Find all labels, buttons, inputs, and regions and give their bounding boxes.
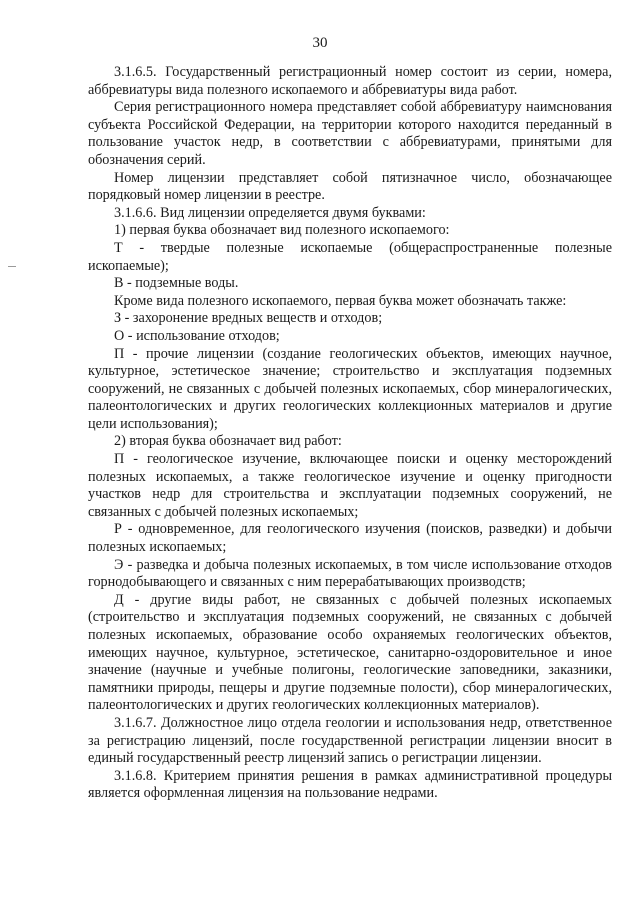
document-body xyxy=(88,64,612,803)
paragraph-first-letter-heading: 1) первая буква обозначает вид полезного ископаемого: xyxy=(114,222,450,239)
paragraph-3-1-6-7: 3.1.6.7. Должностное лицо отдела геологии и использования недр, ответственное за регистрацию лицензий, после государственной регистрации лицензии вносит в единый государственный реестр лицензий запись о регистрации лицензии. xyxy=(88,714,612,767)
list-item-letter-p-other: П - прочие лицензии (создание геологических объектов, имеющих научное, культурное, эстетическое значение; строительство и эксплуатация подземных сооружений, не связанных с добычей полезных ископаемых, сбор минералогических, палеонтологических и других геологических коллекционных материалов и другие цели использования); xyxy=(88,345,612,432)
list-item-work-e: Э - разведка и добыча полезных ископаемых, в том числе использование отходов горнодобывающего и связанных с ним перерабатывающих производств; xyxy=(88,556,612,591)
list-item-work-r: Р - одновременное, для геологического изучения (поисков, разведки) и добычи полезных ископаемых; xyxy=(88,521,612,556)
paragraph-3-1-6-8: 3.1.6.8. Критерием принятия решения в рамках административной процедуры является оформленная лицензия на пользование недрами. xyxy=(88,767,612,802)
paragraph-3-1-6-6: 3.1.6.6. Вид лицензии определяется двумя буквами: xyxy=(114,204,426,221)
list-item-letter-z: З - захоронение вредных веществ и отходов; xyxy=(114,310,383,327)
list-item-letter-v: В - подземные воды. xyxy=(114,275,239,292)
paragraph-3-1-6-5: 3.1.6.5. Государственный регистрационный номер состоит из серии, номера, аббревиатуры вида полезного ископаемого и аббревиатуры вида работ. xyxy=(88,64,612,98)
paragraph-second-letter-heading: 2) вторая буква обозначает вид работ: xyxy=(114,433,342,450)
scan-artifact-mark xyxy=(8,266,16,267)
paragraph-license-number-description: Номер лицензии представляет собой пятизначное число, обозначающее порядковый номер лицензии в реестре. xyxy=(88,169,612,204)
list-item-letter-o: О - использование отходов; xyxy=(114,327,280,344)
list-item-letter-t: Т - твердые полезные ископаемые (общераспространенные полезные ископаемые); xyxy=(88,239,612,274)
paragraph-series-description: Серия регистрационного номера представляет собой аббревиатуру наимснования субъекта Российской Федерации, на территории которого находится переданный в пользование участок недр, в соответствии с аббревиатурами, принятыми для обозначения серий. xyxy=(88,99,612,168)
list-item-work-d: Д - другие виды работ, не связанных с добычей полезных ископаемых (строительство и эксплуатация подземных сооружений, не связанных с добычей полезных ископаемых, образование особо охраняемых геологических объектов, имеющих научное, культурное, эстетическое, санитарно-оздоровительное и иное значение (научные и учебные полигоны, геологические заповедники, заказники, памятники природы, пещеры и другие подземные полости), сбор минералогических, палеонтологических и других геологических коллекционных материалов). xyxy=(88,591,612,714)
page-number: 30 xyxy=(312,35,328,51)
paragraph-first-letter-extra: Кроме вида полезного ископаемого, первая буква может обозначать также: xyxy=(114,292,567,309)
list-item-work-p: П - геологическое изучение, включающее поиски и оценку месторождений полезных ископаемых, а также геологическое изучение и оценку пригодности участков недр для строительства и эксплуатации подземных сооружений, не связанных с добычей полезных ископаемых; xyxy=(88,451,612,520)
